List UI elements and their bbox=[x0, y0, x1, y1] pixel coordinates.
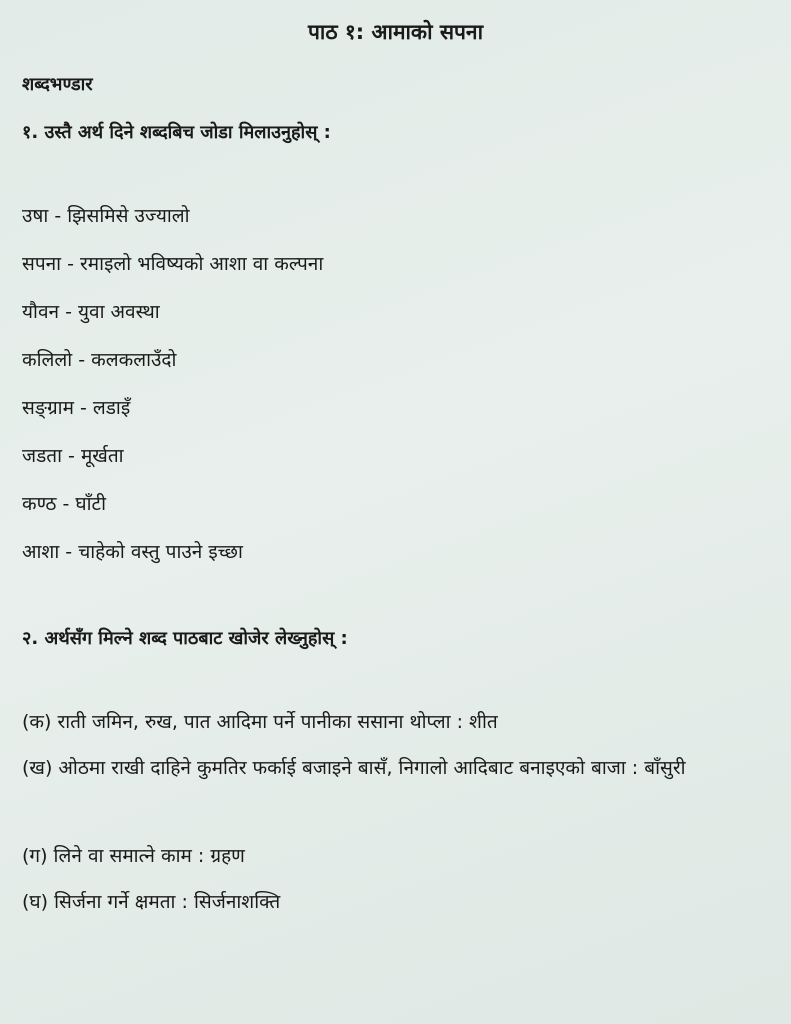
list-item: कण्ठ - घाँटी bbox=[22, 493, 107, 515]
list-item: (घ) सिर्जना गर्ने क्षमता : सिर्जनाशक्ति bbox=[22, 891, 281, 913]
section-label: शब्दभण्डार bbox=[22, 74, 93, 95]
list-item: उषा - झिसमिसे उज्यालो bbox=[22, 205, 190, 227]
list-item: सङ्ग्राम - लडाइँ bbox=[22, 397, 131, 419]
list-item: जडता - मूर्खता bbox=[22, 445, 124, 467]
list-item: (क) राती जमिन, रुख, पात आदिमा पर्ने पानीका ससाना थोप्ला : शीत bbox=[22, 711, 498, 733]
list-item: यौवन - युवा अवस्था bbox=[22, 301, 160, 323]
list-item: सपना - रमाइलो भविष्यको आशा वा कल्पना bbox=[22, 253, 324, 275]
question-2-heading: २. अर्थसँग मिल्ने शब्द पाठबाट खोजेर लेख्नुहोस् : bbox=[22, 628, 348, 649]
question-1-heading: १. उस्तै अर्थ दिने शब्दबिच जोडा मिलाउनुहोस् : bbox=[22, 122, 331, 143]
list-item: (ख) ओठमा राखी दाहिने कुमतिर फर्काई बजाइने बासँ, निगालो आदिबाट बनाइएको बाजा : बाँसुरी bbox=[22, 757, 686, 779]
list-item: कलिलो - कलकलाउँदो bbox=[22, 349, 177, 371]
page-title: पाठ १: आमाको सपना bbox=[307, 20, 484, 44]
list-item: (ग) लिने वा समात्ने काम : ग्रहण bbox=[22, 845, 245, 867]
list-item: आशा - चाहेको वस्तु पाउने इच्छा bbox=[22, 541, 243, 563]
